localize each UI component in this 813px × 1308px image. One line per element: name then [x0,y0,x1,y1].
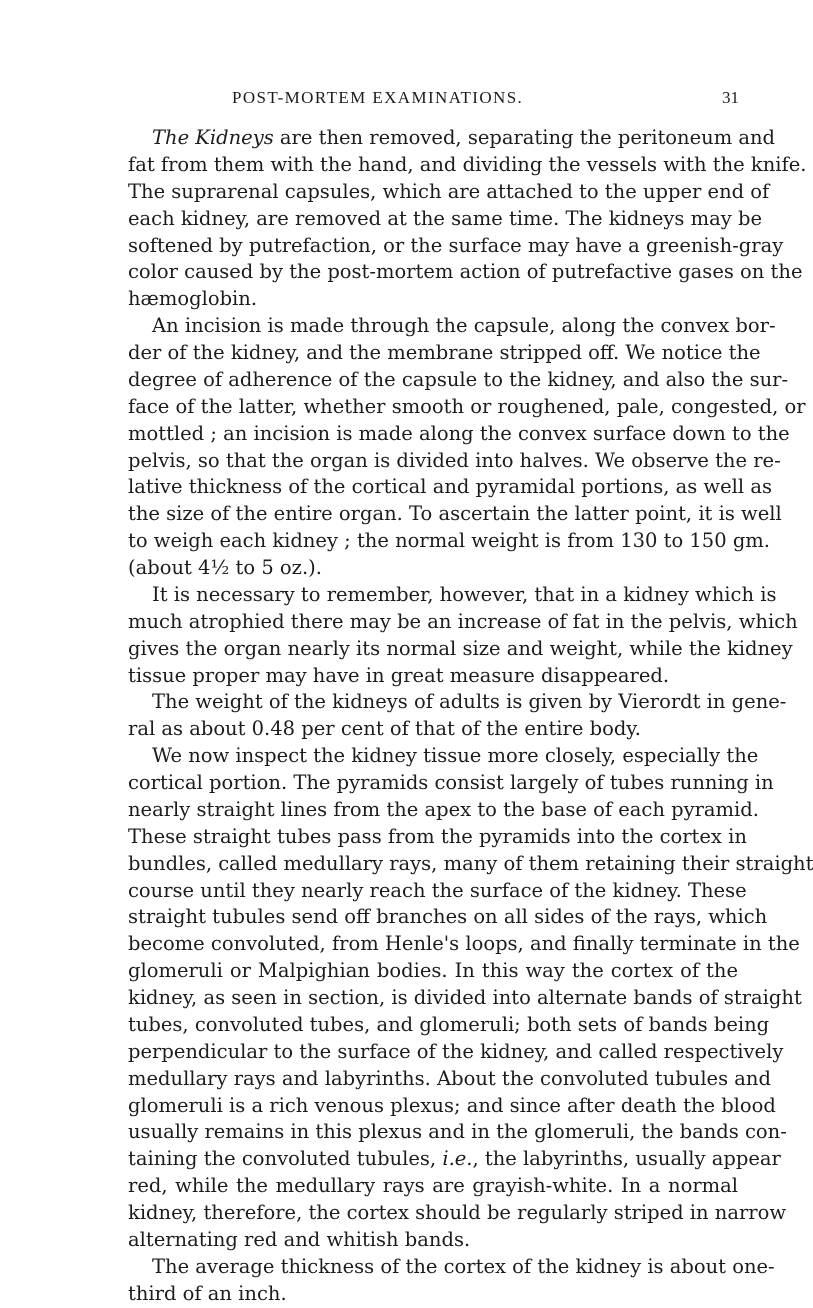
text-run: kidney, therefore, the cortex should be regularly striped in narrow [128,1201,787,1224]
text-run: glomeruli is a rich venous plexus; and since after death the blood [128,1093,776,1117]
text-run: become convoluted, from Henle's loops, and finally terminate in the [128,932,800,956]
text-line [128,1254,775,1281]
text-line [128,1119,787,1146]
text-run: kidney, as seen in section, is divided into alternate bands of straight [128,986,802,1009]
text-run: bundles, called medullary rays, many of them retaining their straight [128,851,813,875]
text-run: The suprarenal capsules, which are attached to the upper end of [128,179,770,203]
text-line [128,555,738,582]
text-line [128,743,759,770]
running-head [0,88,800,112]
text-run: straight tubules send off branches on all sides of the rays, which [128,905,768,929]
text-run: usually remains in this plexus and in the glomeruli, the bands con- [128,1120,787,1144]
text-line [128,1093,776,1120]
text-line [128,1281,738,1308]
text-run: to weigh each kidney ; the normal weight is from 130 to 150 gm. [128,529,770,553]
text-line [128,824,747,851]
text-run: hæmoglobin. [128,287,258,311]
text-line [128,958,738,985]
text-run: course until they nearly reach the surface of the kidney. These [128,878,747,902]
text-run: glomeruli or Malpighian bodies. In this way the cortex of the [128,959,738,983]
italic-term: The Kidneys [152,126,274,149]
text-run: gives the organ nearly its normal size and weight, while the kidney [128,636,793,660]
text-line [128,206,762,233]
text-run: These straight tubes pass from the pyramids into the cortex in [128,824,747,848]
text-run: perpendicular to the surface of the kidney, and called respectively [128,1039,784,1063]
text-line [128,1066,771,1093]
text-run: cortical portion. The pyramids consist largely of tubes running in [128,771,774,794]
italic-term: i.e. [442,1147,473,1171]
text-line [128,152,807,179]
text-run: are then removed, separating the peritoneum and [273,126,776,149]
text-run: red, while the medullary rays are grayish-white. In a normal [128,1174,738,1198]
text-run: the size of the entire organ. To ascertain the latter point, it is well [128,502,782,526]
text-run: fat from them with the hand, and dividing the vessels with the knife. [128,152,807,176]
text-line [128,716,738,743]
text-run: taining the convoluted tubules, [128,1147,443,1171]
text-line [128,663,738,690]
text-run: medullary rays and labyrinths. About the convoluted tubules and [128,1066,771,1090]
text-run: pelvis, so that the organ is divided into halves. We observe the re- [128,448,781,472]
text-run: der of the kidney, and the membrane stripped off. We notice the [128,341,761,364]
text-line [128,689,787,716]
text-line [128,474,772,501]
text-run: ral as about 0.48 per cent of that of the entire body. [128,717,641,741]
text-run: face of the latter, whether smooth or roughened, pale, congested, or [128,394,806,418]
text-run: tissue proper may have in great measure disappeared. [128,663,670,687]
text-line [128,125,776,152]
text-line [128,1039,784,1066]
text-line [128,582,777,609]
text-line [128,931,800,958]
text-run: (about 4½ to 5 oz.). [128,556,322,579]
text-line [128,501,782,528]
text-run: much atrophied there may be an increase of fat in the pelvis, which [128,609,798,633]
text-run: each kidney, are removed at the same time. The kidneys may be [128,206,762,230]
text-line [128,286,738,313]
text-line [128,1227,738,1254]
text-line [128,770,774,797]
text-line [128,448,781,475]
text-line [128,904,768,931]
text-run: color caused by the post-mortem action of putrefactive gases on the [128,260,803,284]
text-line [128,1146,781,1173]
text-line [128,878,747,905]
text-line [128,421,790,448]
text-line [128,1200,787,1227]
text-run: tubes, convoluted tubes, and glomeruli; both sets of bands being [128,1012,770,1036]
text-run: third of an inch. [128,1281,287,1305]
text-line [128,1173,738,1200]
text-line [128,367,789,394]
text-line [128,259,803,286]
text-line [128,528,770,555]
text-run: We now inspect the kidney tissue more closely, especially the [152,744,759,768]
text-run: degree of adherence of the capsule to the kidney, and also the sur- [128,367,789,391]
text-line [128,313,776,340]
text-run: alternating red and whitish bands. [128,1227,471,1251]
text-line [128,394,806,421]
text-run: softened by putrefaction, or the surface may have a greenish-gray [128,233,784,257]
text-run: lative thickness of the cortical and pyramidal portions, as well as [128,475,772,499]
text-line [128,340,761,367]
text-line [128,851,813,878]
text-run: An incision is made through the capsule, along the convex bor- [152,314,776,338]
page-number: 31 [722,88,739,107]
body-text [128,125,813,1308]
text-line [128,1012,770,1039]
text-line [128,233,784,260]
text-run: , the labyrinths, usually appear [472,1147,781,1171]
running-title: POST-MORTEM EXAMINATIONS. [232,88,524,107]
text-run: mottled ; an incision is made along the convex surface down to the [128,421,790,445]
text-line [128,636,793,663]
text-run: The average thickness of the cortex of the kidney is about one- [152,1254,775,1278]
text-run: nearly straight lines from the apex to the base of each pyramid. [128,797,759,821]
text-line [128,609,798,636]
text-run: It is necessary to remember, however, that in a kidney which is [152,582,777,606]
text-line [128,985,802,1012]
text-line [128,797,759,824]
text-line [128,179,770,206]
text-run: The weight of the kidneys of adults is given by Vierordt in gene- [152,690,787,714]
